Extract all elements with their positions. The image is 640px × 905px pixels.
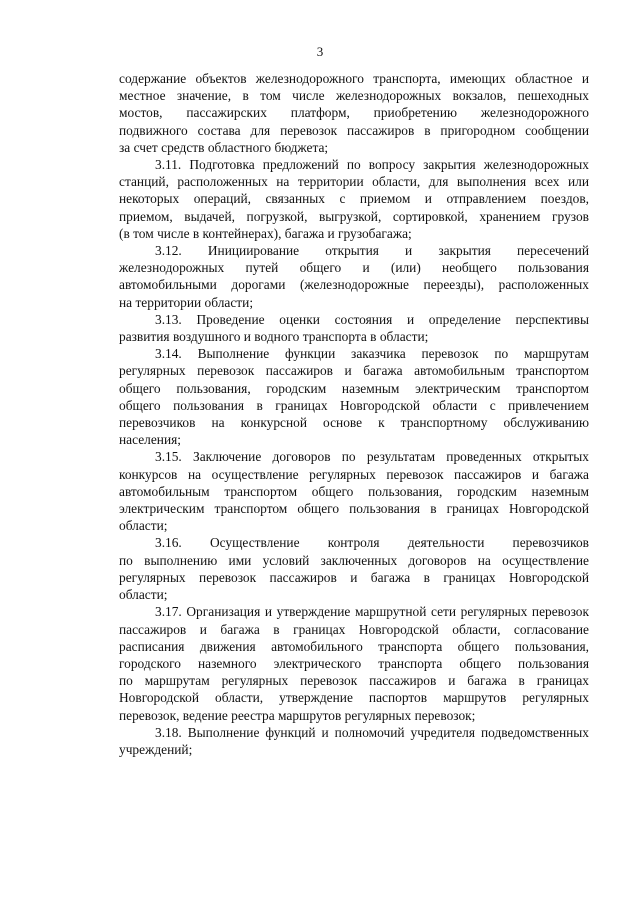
paragraph-continuation (119, 70, 589, 156)
text-line: станций, расположенных на территории области, для выполнения всех или (119, 174, 589, 190)
text-line: электрическим транспортом общего пользования в границах Новгородской (119, 501, 589, 517)
paragraph-item (119, 724, 589, 758)
text-line: 3.13. Проведение оценки состояния и определение перспективы (155, 311, 589, 327)
text-line: конкурсов на осуществление регулярных перевозок пассажиров и багажа (119, 466, 589, 482)
text-line: общего пользования в границах Новгородской области с привлечением (119, 397, 589, 413)
document-body (119, 70, 589, 758)
text-line: 3.16. Осуществление контроля деятельности перевозчиков (155, 535, 589, 551)
text-line: мостов, пассажирских платформ, приобретению железнодорожного (119, 105, 589, 121)
text-line: расписания движения автомобильного транспорта общего пользования, (119, 638, 589, 654)
text-line: регулярных перевозок пассажиров и багажа автомобильным транспортом (119, 363, 589, 379)
paragraph-item (119, 242, 589, 311)
text-line: по выполнению ими условий заключенных договоров на осуществление (119, 552, 589, 568)
paragraph-item (119, 534, 589, 603)
text-line: 3.15. Заключение договоров по результатам проведенных открытых (155, 449, 589, 465)
text-line: пассажиров и багажа в границах Новгородской области, согласование (119, 621, 589, 637)
text-line: 3.18. Выполнение функций и полномочий учредителя подведомственных (155, 724, 589, 740)
text-line: за счет средств областного бюджета; (119, 139, 329, 155)
page-number: 3 (316, 44, 324, 59)
text-line: автомобильными дорогами (железнодорожные переезды), расположенных (119, 277, 589, 293)
paragraph-item (119, 448, 589, 534)
text-line: (в том числе в контейнерах), багажа и грузобагажа; (119, 225, 412, 241)
text-line: содержание объектов железнодорожного транспорта, имеющих областное и (119, 71, 589, 86)
text-line: 3.17. Организация и утверждение маршрутной сети регулярных перевозок (155, 604, 589, 620)
text-line: 3.11. Подготовка предложений по вопросу закрытия железнодорожных (155, 157, 589, 173)
paragraph-item (119, 311, 589, 345)
text-line: перевозок, ведение реестра маршрутов регулярных перевозок; (119, 707, 476, 723)
paragraph-item (119, 345, 589, 448)
paragraph-item (119, 603, 589, 723)
text-line: подвижного состава для перевозок пассажиров в пригородном сообщении (119, 122, 589, 138)
text-line: населения; (119, 432, 181, 448)
text-line: регулярных перевозок пассажиров и багажа в границах Новгородской (119, 569, 589, 585)
text-line: области; (119, 587, 168, 603)
text-line: перевозчиков на конкурсной основе к транспортному обслуживанию (119, 415, 589, 431)
text-line: по маршрутам регулярных перевозок пассажиров и багажа в границах (119, 673, 589, 689)
text-line: 3.14. Выполнение функции заказчика перевозок по маршрутам (155, 346, 589, 362)
paragraph-item (119, 156, 589, 242)
text-line: области; (119, 518, 168, 534)
text-line: на территории области; (119, 294, 254, 310)
text-line: городского наземного электрического транспорта общего пользования (119, 655, 589, 671)
text-line: железнодорожных путей общего и (или) необщего пользования (119, 260, 589, 276)
text-line: учреждений; (119, 741, 193, 757)
text-line: некоторых операций, связанных с приемом и отправлением поездов, (119, 191, 589, 207)
text-line: 3.12. Инициирование открытия и закрытия пересечений (155, 243, 589, 259)
text-line: местное значение, в том числе железнодорожных вокзалов, пешеходных (119, 88, 589, 104)
text-line: общего пользования, городским наземным электрическим транспортом (119, 380, 589, 396)
text-line: автомобильным транспортом общего пользования, городским наземным (119, 483, 589, 499)
text-line: Новгородской области, утверждение паспортов маршрутов регулярных (119, 690, 589, 706)
text-line: развития воздушного и водного транспорта в области; (119, 329, 429, 345)
text-line: приемом, выдачей, погрузкой, выгрузкой, сортировкой, хранением грузов (119, 208, 589, 224)
